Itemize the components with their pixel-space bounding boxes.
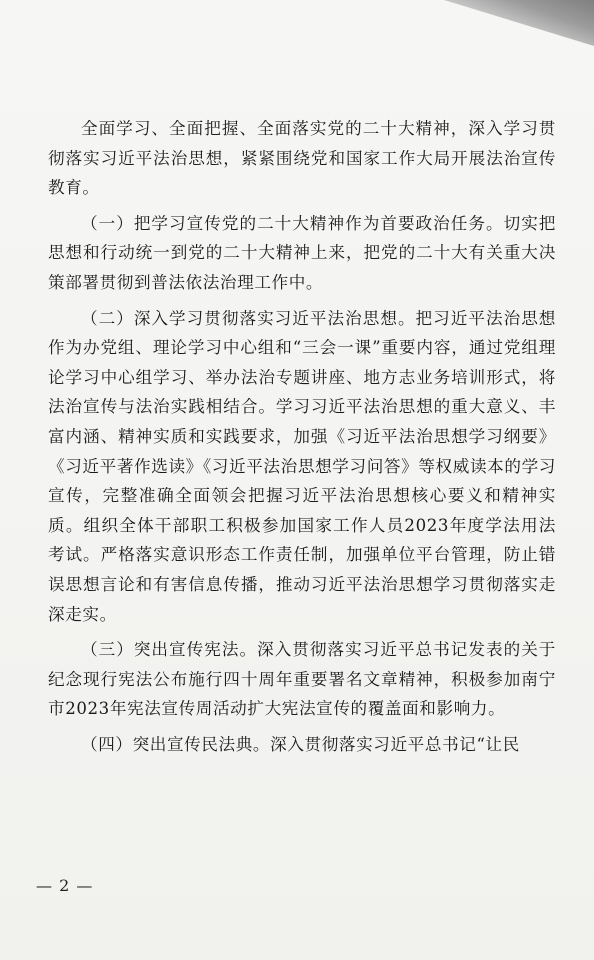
paragraph-intro: 全面学习、全面把握、全面落实党的二十大精神，深入学习贯彻落实习近平法治思想，紧紧围绕党和国家工作大局开展法治宣传教育。 xyxy=(48,119,556,198)
paragraph-section-4: （四）突出宣传民法典。深入贯彻落实习近平总书记“让民 xyxy=(81,734,520,754)
page-corner-fold xyxy=(444,0,594,46)
page-number: — 2 — xyxy=(36,876,94,895)
paragraph-section-3: （三）突出宣传宪法。深入贯彻落实习近平总书记发表的关于纪念现行宪法公布施行四十周年重要署名文章精神，积极参加南宁市2023年宪法宣传周活动扩大宪法宣传的覆盖面和影响力。 xyxy=(48,640,556,719)
paragraph-section-1: （一）把学习宣传党的二十大精神作为首要政治任务。切实把思想和行动统一到党的二十大精神上来，把党的二十大有关重大决策部署贯彻到普法依法治理工作中。 xyxy=(48,213,556,292)
body-text xyxy=(48,114,556,765)
paragraph-section-2: （二）深入学习贯彻落实习近平法治思想。把习近平法治思想作为办党组、理论学习中心组和“三会一课”重要内容，通过党组理论学习中心组学习、举办法治专题讲座、地方志业务培训形式，将法治宣传与法治实践相结合。学习习近平法治思想的重大意义、丰富内涵、精神实质和实践要求，加强《习近平法治思想学习纲要》《习近平著作选读》《习近平法治思想学习问答》等权威读本的学习宣传，完整准确全面领会把握习近平法治思想核心要义和精神实质。组织全体干部职工积极参加国家工作人员2023年度学法用法考试。严格落实意识形态工作责任制，加强单位平台管理，防止错误思想言论和有害信息传播，推动习近平法治思想学习贯彻落实走深走实。 xyxy=(48,308,556,624)
